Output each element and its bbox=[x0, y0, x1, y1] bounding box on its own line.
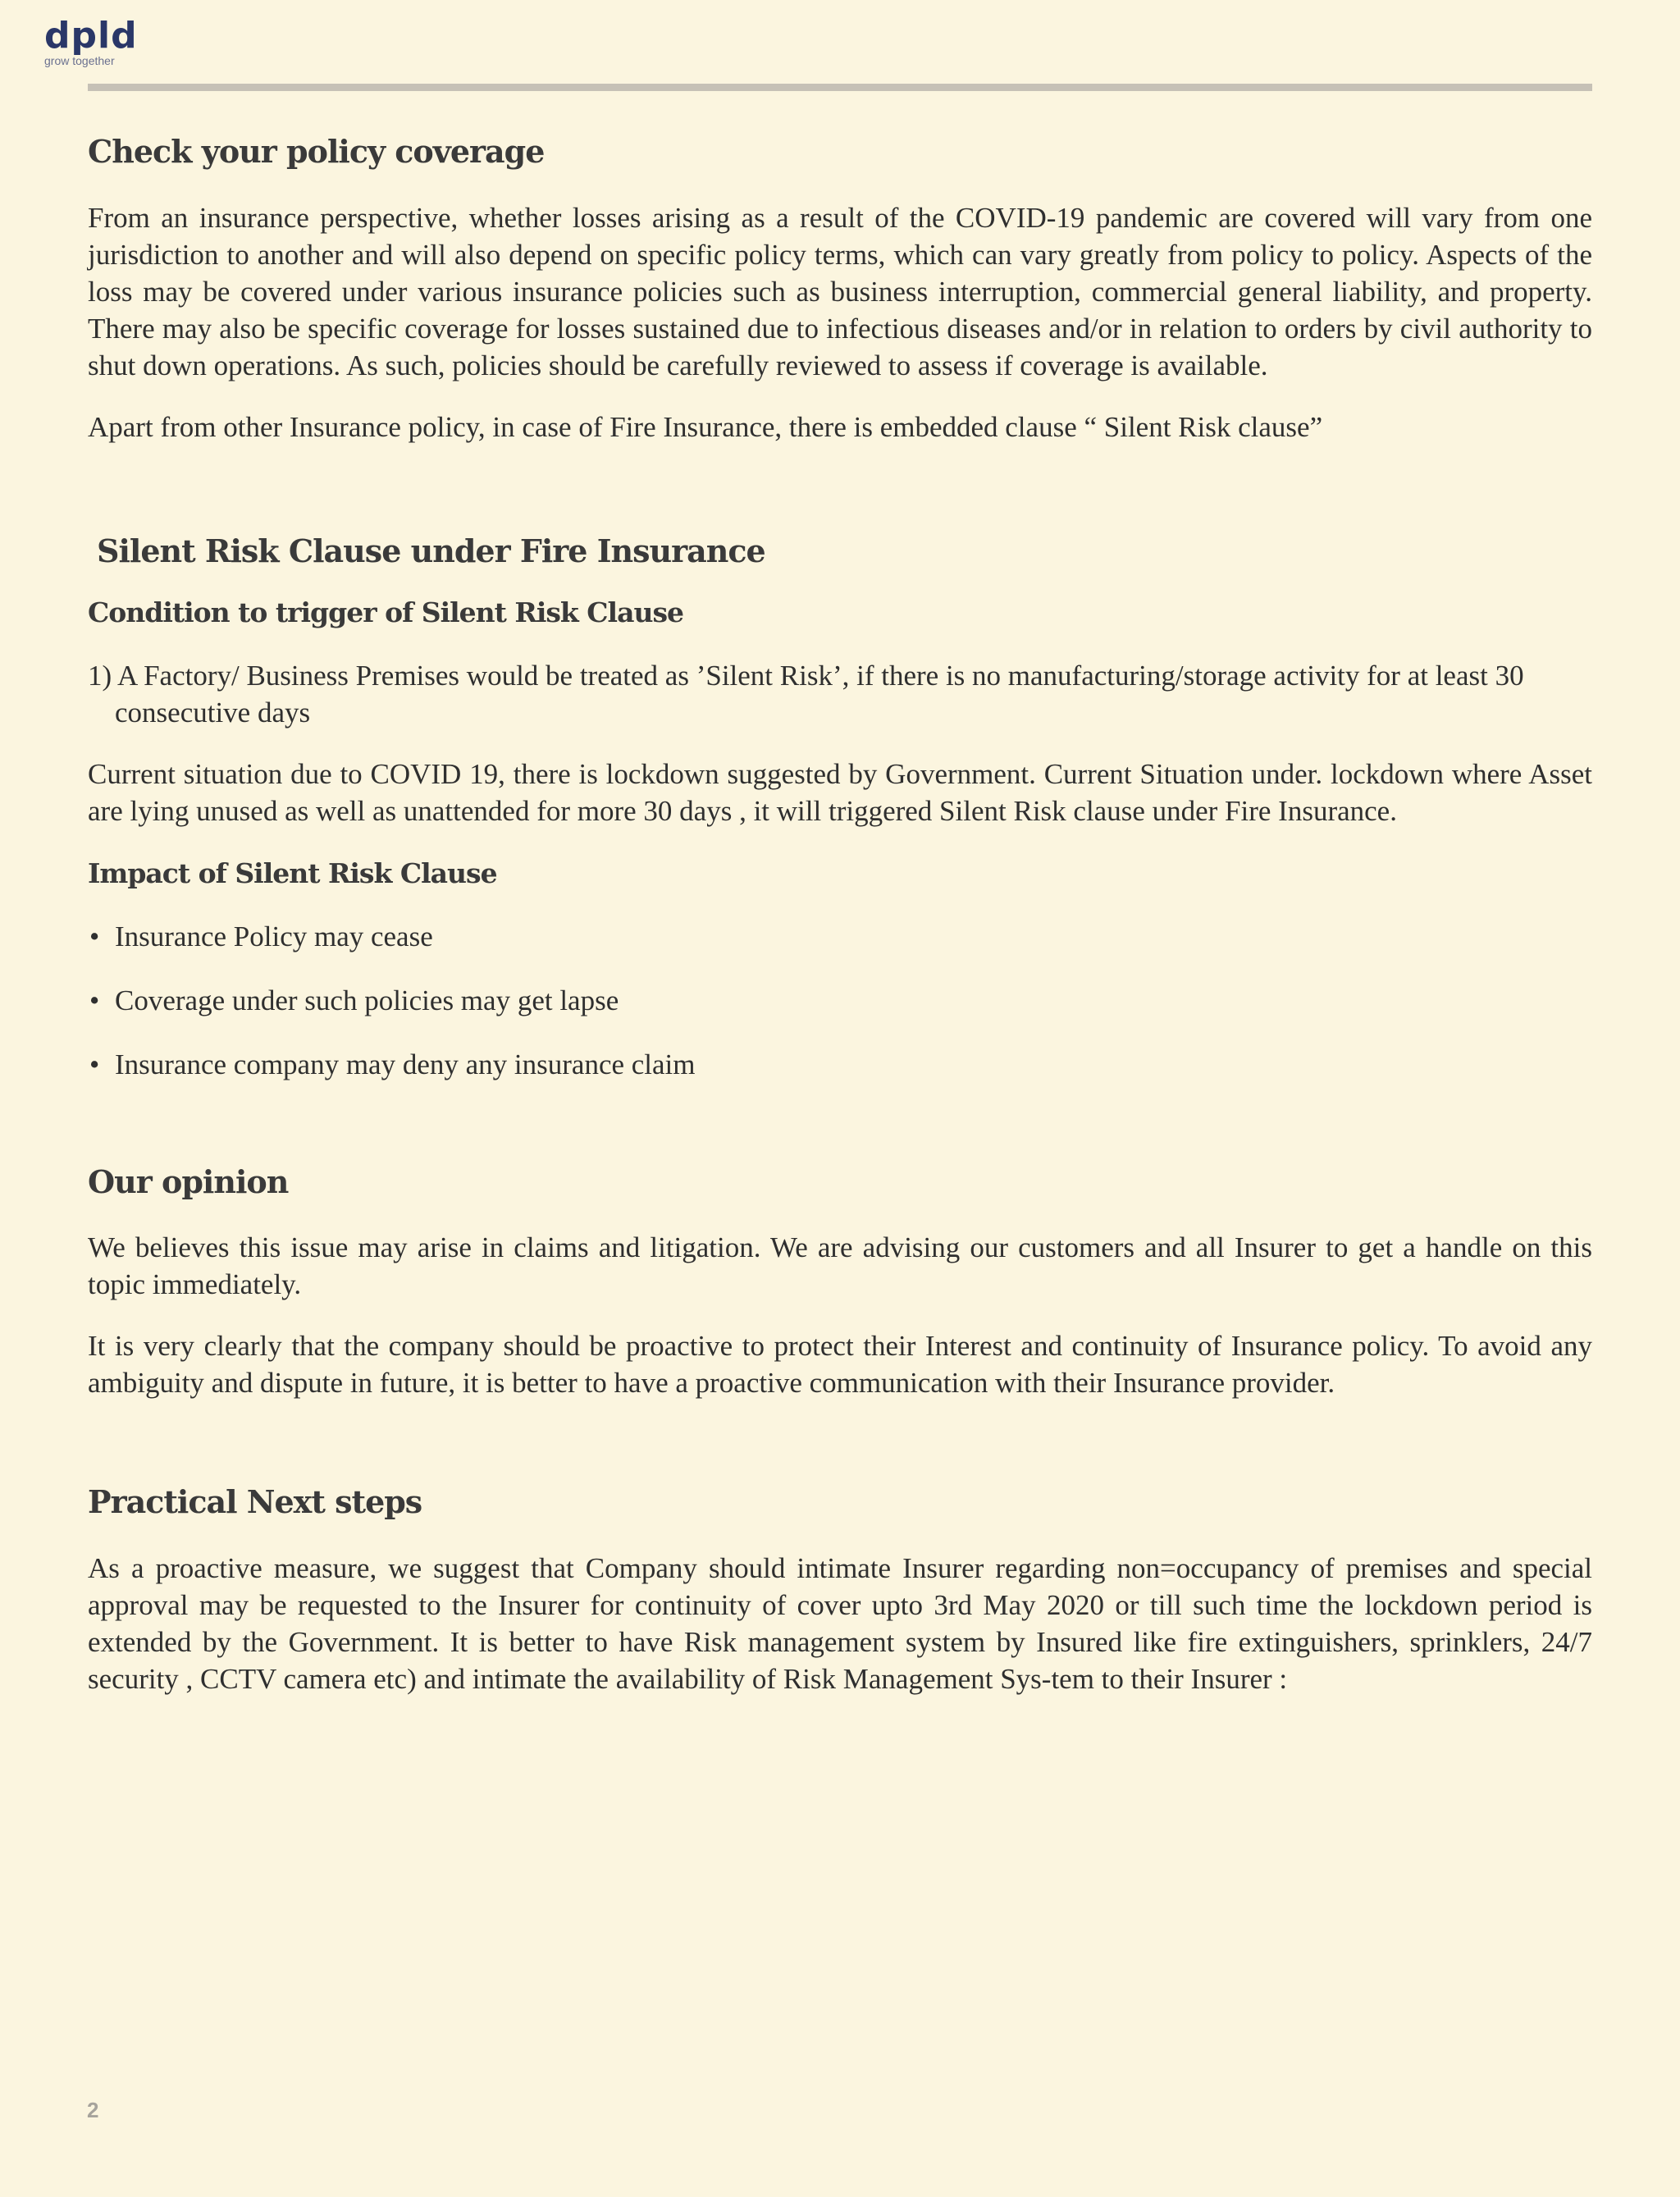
list-item bbox=[88, 982, 1592, 1019]
fire-insurance-paragraph: Apart from other Insurance policy, in case of Fire Insurance, there is embedded clause “ Silent Risk clause” bbox=[88, 411, 1323, 443]
bullet-icon: • bbox=[89, 1048, 100, 1080]
condition-heading: Condition to trigger of Silent Risk Clause bbox=[88, 596, 684, 628]
header-divider bbox=[88, 84, 1592, 91]
page-number: 2 bbox=[87, 2098, 99, 2122]
opinion-paragraph-1: We believes this issue may arise in claims and litigation. We are advising our customers and all Insurer to get a handle on this topic immediately. bbox=[88, 1231, 1592, 1300]
condition-item: 1) A Factory/ Business Premises would be treated as ’Silent Risk’, if there is no manufacturing/storage activity for at least 30 consecutive days bbox=[88, 660, 1524, 729]
current-situation-paragraph: Current situation due to COVID 19, there is lockdown suggested by Government. Current Situation under. lockdown where Asset are lying unused as well as unattended for more 30 days , it will triggered Silent Risk clause under Fire Insurance. bbox=[88, 758, 1592, 827]
logo-tagline: grow together bbox=[44, 54, 115, 67]
list-item-text: Insurance Policy may cease bbox=[115, 920, 433, 952]
next-steps-paragraph: As a proactive measure, we suggest that Company should intimate Insurer regarding non=occupancy of premises and special approval may be requested to the Insurer for continuity of cover upto 3rd May 2020 or till such time the lockdown period is extended by the Government. It is better to have Risk management system by Insured like fire extinguishers, sprinklers, 24/7 security , CCTV camera etc) and intimate the availability of Risk Management Sys-tem to their Insurer : bbox=[88, 1552, 1592, 1695]
list-item bbox=[88, 918, 1592, 955]
impact-list bbox=[88, 918, 1592, 1083]
opinion-heading: Our opinion bbox=[88, 1163, 289, 1200]
company-logo bbox=[44, 15, 138, 67]
bullet-icon: • bbox=[89, 984, 100, 1016]
list-item bbox=[88, 1046, 1592, 1083]
coverage-paragraph: From an insurance perspective, whether losses arising as a result of the COVID-19 pandemic are covered will vary from one jurisdiction to another and will also depend on specific policy terms, which can vary greatly from policy to policy. Aspects of the loss may be covered under various insurance policies such as business interruption, commercial general liability, and property. There may also be specific coverage for losses sustained due to infectious diseases and/or in relation to orders by civil authority to shut down operations. As such, policies should be carefully reviewed to assess if coverage is available. bbox=[88, 202, 1592, 381]
opinion-paragraph-2: It is very clearly that the company should be proactive to protect their Interest and continuity of Insurance policy. To avoid any ambiguity and dispute in future, it is better to have a proactive communication with their Insurance provider. bbox=[88, 1330, 1592, 1399]
page-content bbox=[88, 131, 1592, 1697]
silent-risk-heading: Silent Risk Clause under Fire Insurance bbox=[97, 532, 765, 569]
next-steps-heading: Practical Next steps bbox=[88, 1483, 422, 1520]
list-item-text: Coverage under such policies may get lapse bbox=[115, 984, 619, 1016]
logo-mark: dpld bbox=[44, 15, 138, 57]
coverage-heading: Check your policy coverage bbox=[88, 133, 545, 170]
bullet-icon: • bbox=[89, 920, 100, 952]
list-item-text: Insurance company may deny any insurance claim bbox=[115, 1048, 696, 1080]
impact-heading: Impact of Silent Risk Clause bbox=[88, 857, 497, 889]
